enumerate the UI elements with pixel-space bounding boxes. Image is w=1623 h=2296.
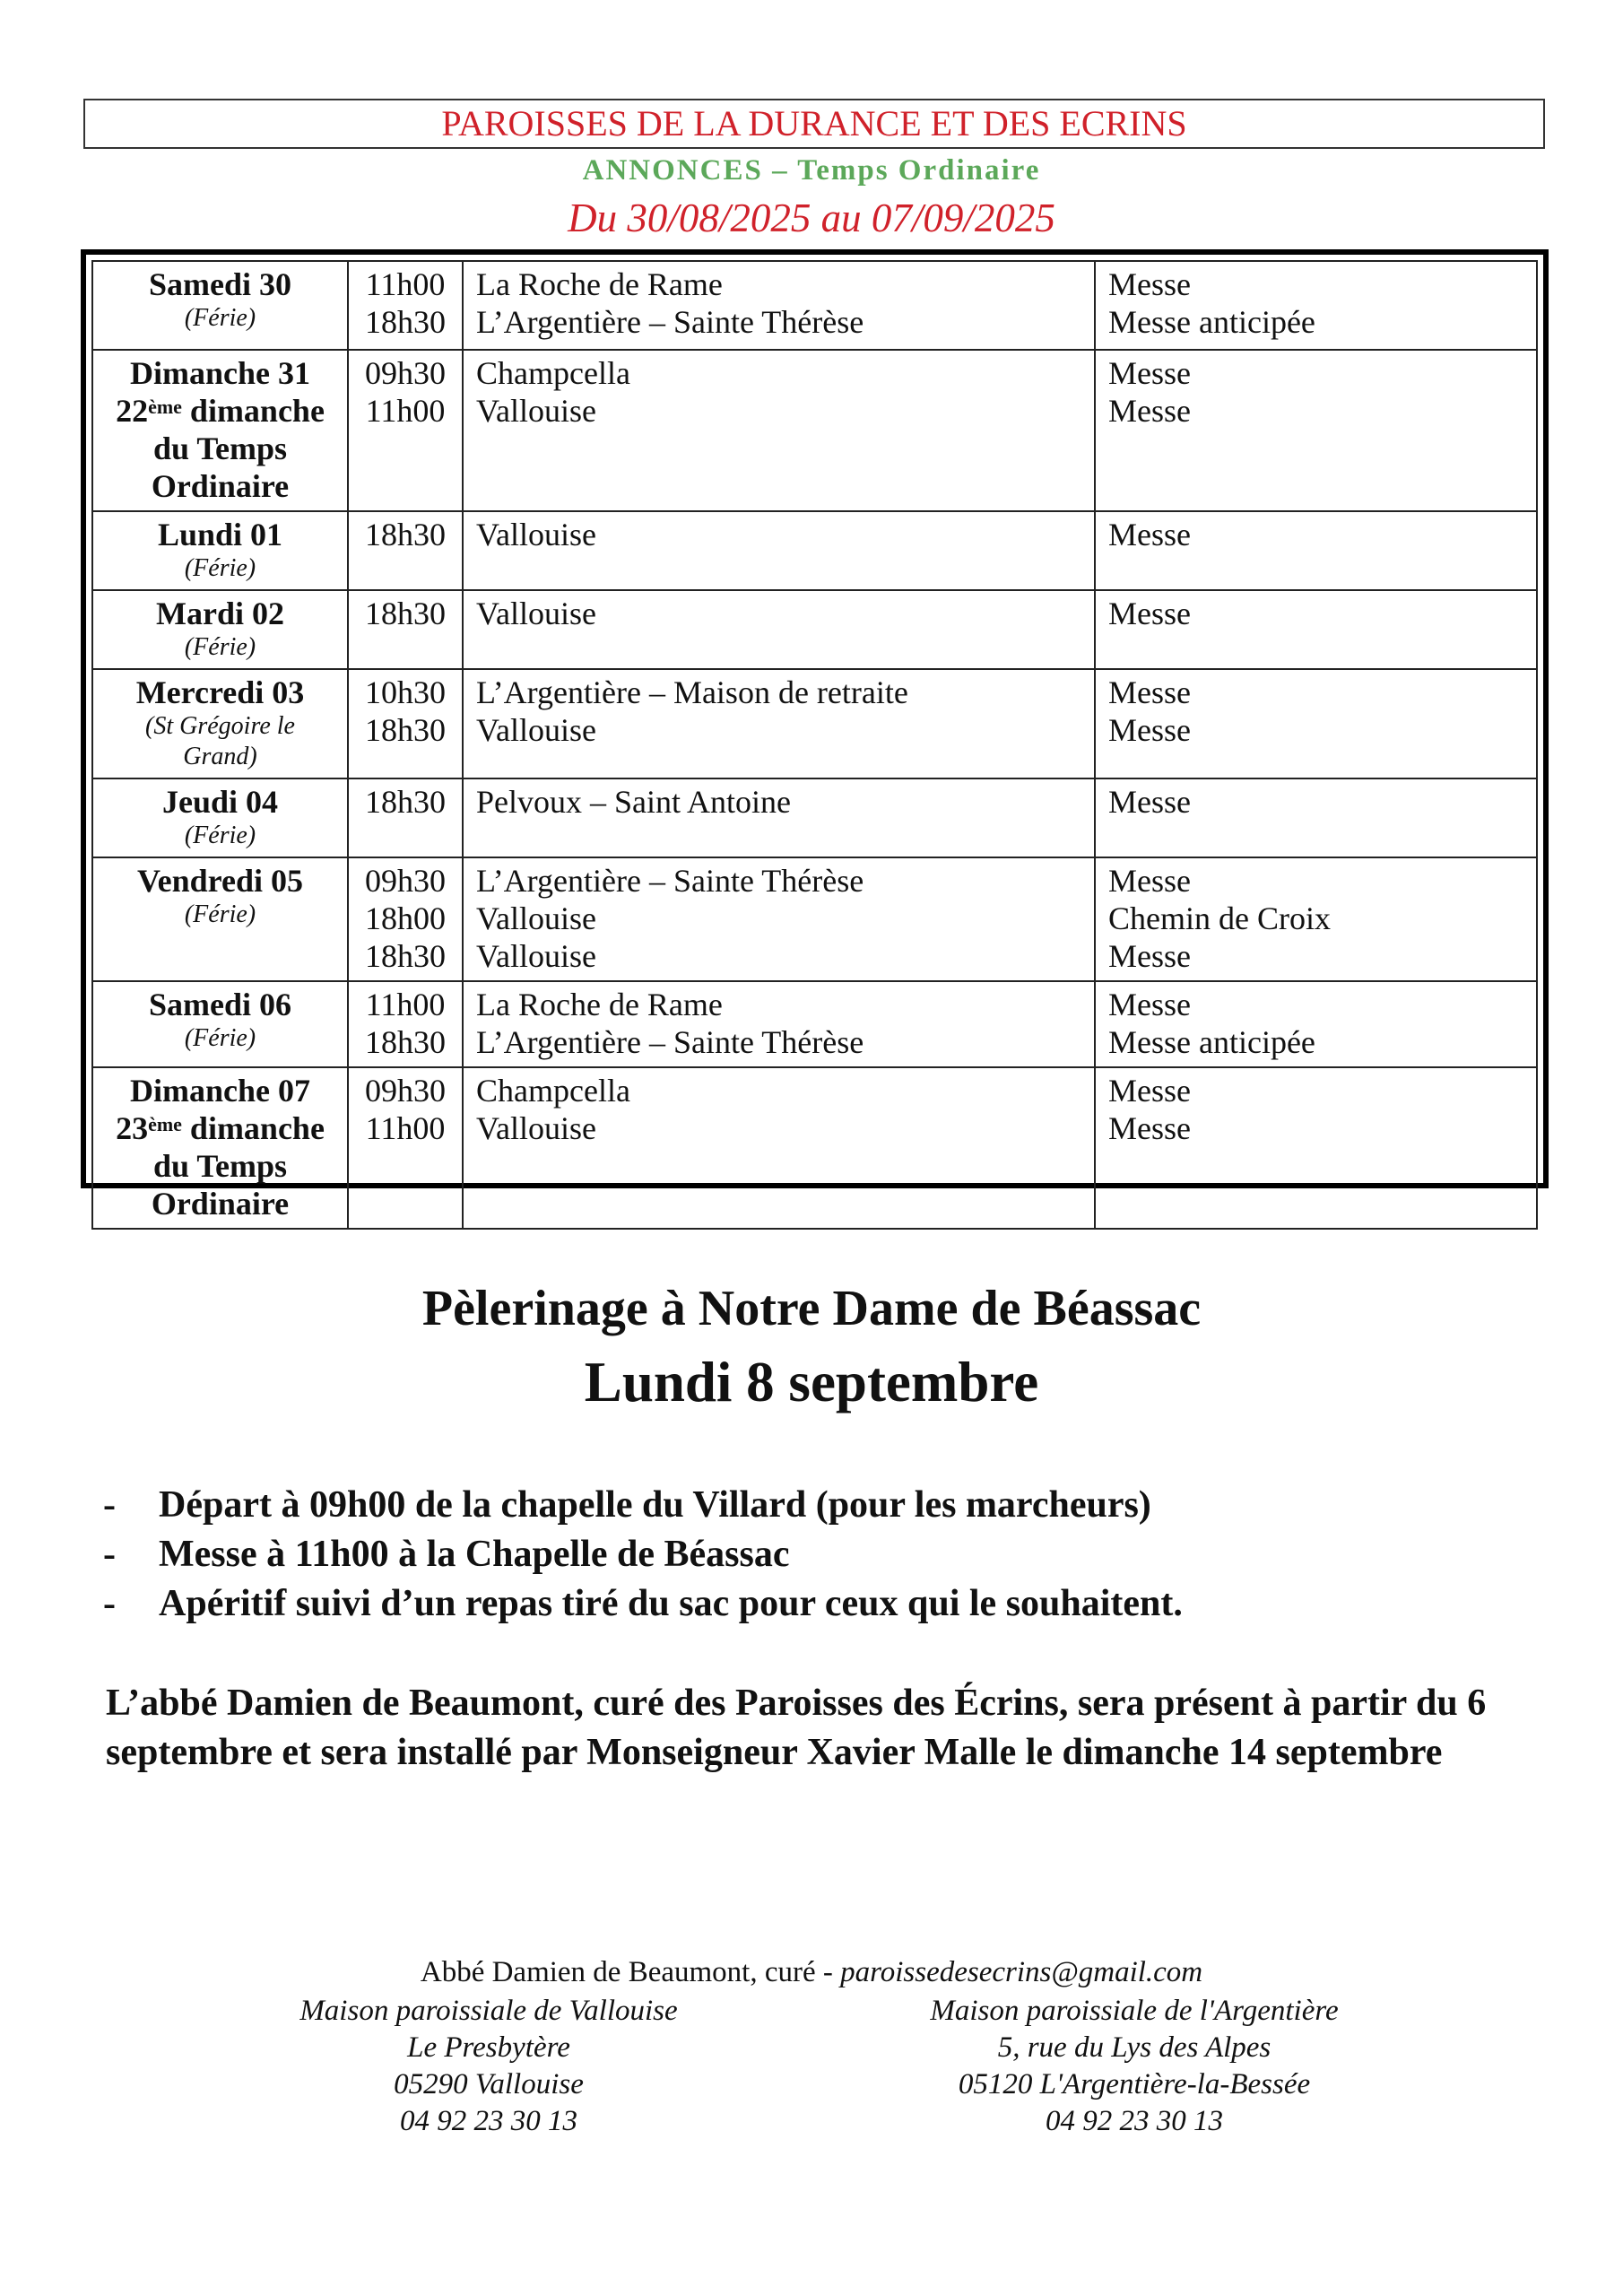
time-cell [348, 981, 463, 1067]
bullet-dash: - [103, 1583, 116, 1624]
table-row [92, 511, 1537, 590]
place-cell [463, 778, 1095, 857]
service-cell [1095, 350, 1537, 511]
sunday-suffix: ème [148, 396, 182, 418]
service-type: Messe [1108, 1073, 1191, 1109]
day-cell [92, 590, 348, 669]
sunday-number: 23 [116, 1110, 149, 1146]
service-type: Messe [1108, 784, 1191, 820]
service-cell [1095, 981, 1537, 1067]
day-cell [92, 1067, 348, 1229]
sunday-line: Ordinaire [151, 1186, 290, 1222]
time: 11h00 [365, 266, 446, 302]
day-note: (Férie) [184, 1024, 256, 1052]
sunday-word: dimanche [189, 393, 325, 429]
announcements-subtitle: ANNONCES – Temps Ordinaire [582, 154, 1041, 187]
day-cell [92, 857, 348, 981]
place: Vallouise [476, 900, 596, 936]
place: Champcella [476, 1073, 630, 1109]
place: Vallouise [476, 517, 596, 552]
table-row [92, 857, 1537, 981]
list-item: - Départ à 09h00 de la chapelle du Villard (pour les marcheurs) [103, 1481, 1183, 1530]
day-name: Samedi 30 [148, 266, 291, 302]
day-note: (Férie) [184, 554, 256, 582]
day-name: Lundi 01 [157, 517, 283, 552]
service-type: Messe [1108, 674, 1191, 710]
place: Vallouise [476, 393, 596, 429]
time: 18h30 [365, 712, 446, 748]
service-cell [1095, 669, 1537, 778]
place: Vallouise [476, 1110, 596, 1146]
sunday-line: du Temps [152, 1148, 288, 1184]
place-cell [463, 261, 1095, 350]
place: Pelvoux – Saint Antoine [476, 784, 791, 820]
sunday-number: 22 [116, 393, 149, 429]
service-cell [1095, 778, 1537, 857]
place: L’Argentière – Sainte Thérèse [476, 1024, 864, 1060]
time: 18h30 [365, 517, 446, 552]
service-type: Messe [1108, 863, 1191, 899]
time: 11h00 [365, 393, 446, 429]
service-type: Messe [1108, 596, 1191, 631]
day-name: Jeudi 04 [161, 784, 279, 820]
time: 18h30 [365, 938, 446, 974]
time: 18h00 [365, 900, 446, 936]
sunday-line: Ordinaire [151, 468, 290, 504]
place: Champcella [476, 355, 630, 391]
day-note: (Férie) [184, 822, 256, 849]
place: L’Argentière – Sainte Thérèse [476, 863, 864, 899]
service-type: Messe anticipée [1108, 1024, 1315, 1060]
table-row [92, 778, 1537, 857]
time-cell [348, 669, 463, 778]
service-type: Messe [1108, 987, 1191, 1022]
schedule-table [91, 260, 1538, 1230]
service-type: Messe [1108, 517, 1191, 552]
table-row [92, 669, 1537, 778]
place-cell [463, 1067, 1095, 1229]
place: Vallouise [476, 712, 596, 748]
place-cell [463, 590, 1095, 669]
sunday-line: du Temps [152, 430, 288, 466]
pilgrimage-list [103, 1481, 1183, 1629]
address-argentiere: Maison paroissiale de l'Argentière 5, rue du Lys des Alpes 05120 L'Argentière-la-Bessée 04 92 23 30 13 [930, 1995, 1339, 2137]
sunday-word: dimanche [189, 1110, 325, 1146]
place-cell [463, 350, 1095, 511]
time: 18h30 [365, 1024, 446, 1060]
time-cell [348, 590, 463, 669]
table-row [92, 590, 1537, 669]
service-type: Messe anticipée [1108, 304, 1315, 340]
service-type: Messe [1108, 712, 1191, 748]
day-name: Mardi 02 [156, 596, 284, 631]
place-cell [463, 857, 1095, 981]
day-name: Samedi 06 [148, 987, 291, 1022]
place: La Roche de Rame [476, 987, 723, 1022]
list-item: - Apéritif suivi d’un repas tiré du sac pour ceux qui le souhaitent. [103, 1579, 1183, 1629]
place-cell [463, 981, 1095, 1067]
service-type: Messe [1108, 393, 1191, 429]
time: 09h30 [365, 863, 446, 899]
place-cell [463, 511, 1095, 590]
header-box [83, 99, 1545, 149]
service-type: Chemin de Croix [1108, 900, 1331, 936]
pilgrimage-title: Pèlerinage à Notre Dame de Béassac [421, 1281, 1202, 1336]
time: 18h30 [365, 784, 446, 820]
service-cell [1095, 857, 1537, 981]
service-type: Messe [1108, 938, 1191, 974]
time-cell [348, 261, 463, 350]
table-row [92, 1067, 1537, 1229]
day-note: (Férie) [184, 304, 256, 332]
time: 10h30 [365, 674, 446, 710]
time: 11h00 [365, 1110, 446, 1146]
pilgrimage-date: Lundi 8 septembre [584, 1351, 1039, 1413]
sunday-suffix: ème [148, 1113, 182, 1135]
footer-contact: Abbé Damien de Beaumont, curé - paroissedesecrins@gmail.com [420, 1956, 1203, 1988]
priest-announcement: L’abbé Damien de Beaumont, curé des Paroisses des Écrins, sera présent à partir du 6 septembre et sera installé par Monseigneur Xavier Malle le dimanche 14 septembre [106, 1683, 1487, 1773]
address-vallouise: Maison paroissiale de Vallouise Le Presbytère 05290 Vallouise 04 92 23 30 13 [299, 1995, 678, 2137]
service-cell [1095, 261, 1537, 350]
day-note: Grand) [183, 743, 257, 770]
day-cell [92, 511, 348, 590]
sunday-ordinal [106, 1109, 334, 1147]
time-cell [348, 778, 463, 857]
time-cell [348, 511, 463, 590]
place: L’Argentière – Sainte Thérèse [476, 304, 864, 340]
time: 09h30 [365, 355, 446, 391]
time-cell [348, 857, 463, 981]
parish-title: PAROISSES DE LA DURANCE ET DES ECRINS [441, 103, 1187, 144]
day-cell [92, 778, 348, 857]
place: La Roche de Rame [476, 266, 723, 302]
sunday-ordinal [106, 392, 334, 430]
list-item: - Messe à 11h00 à la Chapelle de Béassac [103, 1530, 1183, 1579]
day-note: (Férie) [184, 633, 256, 661]
place: Vallouise [476, 596, 596, 631]
time: 09h30 [365, 1073, 446, 1109]
day-name: Dimanche 31 [130, 355, 310, 391]
service-type: Messe [1108, 1110, 1191, 1146]
bullet-dash: - [103, 1534, 116, 1575]
place: Vallouise [476, 938, 596, 974]
date-range: Du 30/08/2025 au 07/09/2025 [568, 196, 1055, 240]
day-name: Dimanche 07 [130, 1073, 310, 1109]
time: 18h30 [365, 304, 446, 340]
schedule-table-frame [81, 249, 1549, 1222]
service-cell [1095, 590, 1537, 669]
day-cell [92, 261, 348, 350]
place: L’Argentière – Maison de retraite [476, 674, 908, 710]
service-type: Messe [1108, 266, 1191, 302]
day-cell [92, 981, 348, 1067]
bullet-dash: - [103, 1484, 116, 1526]
email-link[interactable]: paroissedesecrins@gmail.com [840, 1956, 1203, 1988]
day-note: (St Grégoire le [145, 712, 295, 740]
day-cell [92, 350, 348, 511]
time-cell [348, 350, 463, 511]
day-name: Mercredi 03 [135, 674, 305, 710]
table-row [92, 350, 1537, 511]
table-row [92, 981, 1537, 1067]
day-note: (Férie) [184, 900, 256, 928]
table-row [92, 261, 1537, 350]
service-type: Messe [1108, 355, 1191, 391]
place-cell [463, 669, 1095, 778]
time: 11h00 [365, 987, 446, 1022]
time: 18h30 [365, 596, 446, 631]
time-cell [348, 1067, 463, 1229]
day-cell [92, 669, 348, 778]
service-cell [1095, 1067, 1537, 1229]
day-name: Vendredi 05 [136, 863, 304, 899]
service-cell [1095, 511, 1537, 590]
